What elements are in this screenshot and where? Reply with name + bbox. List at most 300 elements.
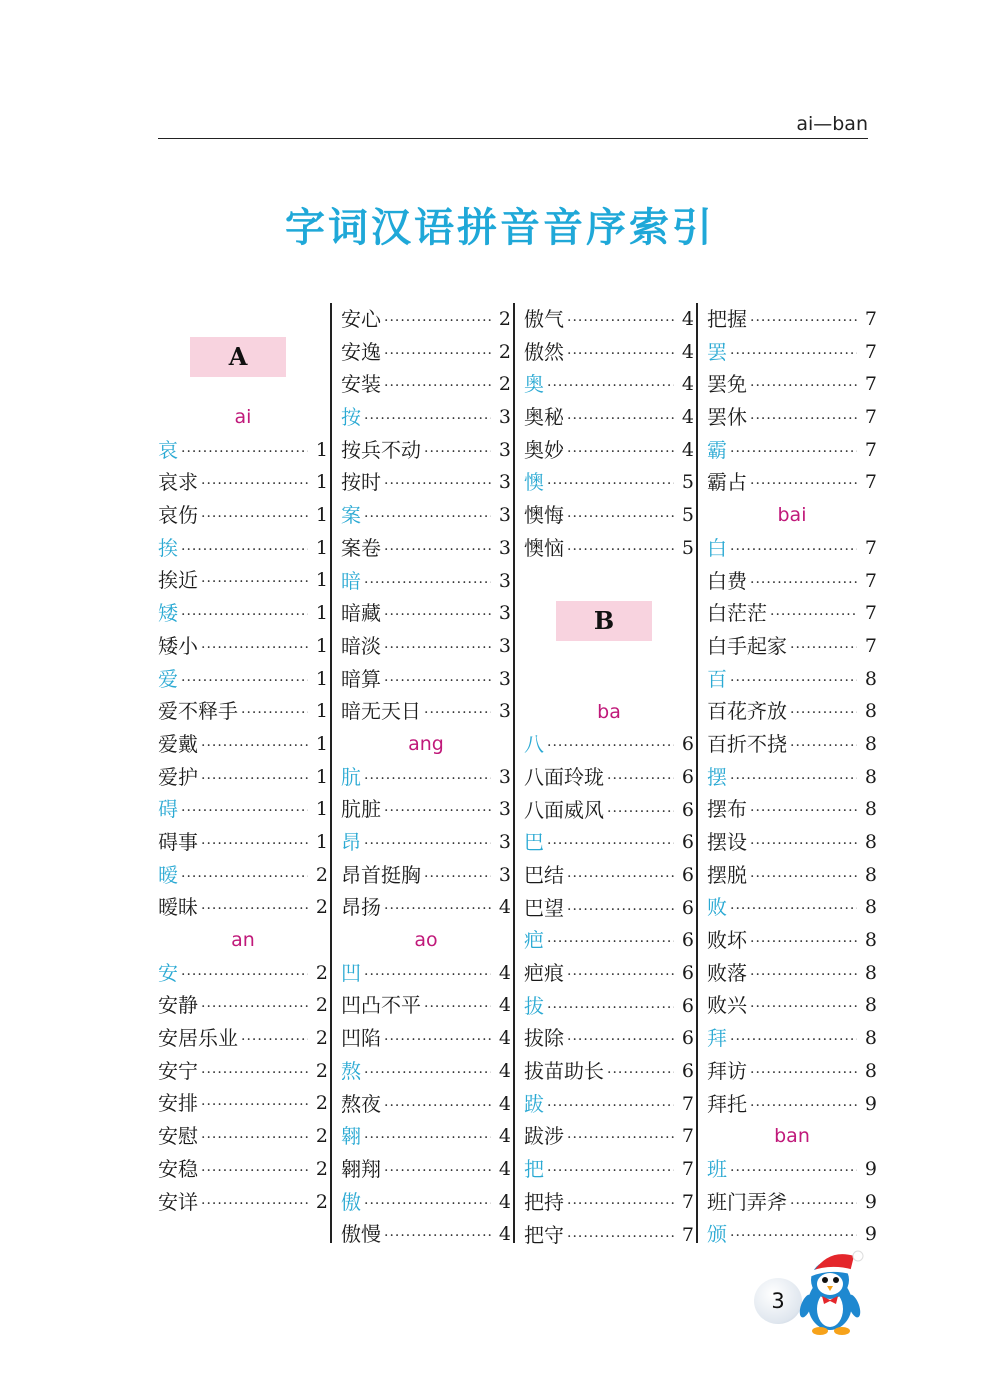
leader-dots	[730, 436, 857, 469]
word-text: 暧昧	[158, 895, 198, 920]
index-word-row	[158, 630, 328, 663]
page-ref: 7	[681, 1223, 694, 1246]
index-headword-row	[707, 434, 877, 467]
page-ref: 1	[315, 667, 328, 690]
word-text: 败坏	[707, 928, 747, 953]
word-text: 拔除	[524, 1026, 564, 1051]
leader-dots	[730, 893, 857, 926]
word-text: 巴结	[524, 862, 564, 887]
leader-dots	[750, 991, 857, 1024]
leader-dots	[730, 1155, 857, 1188]
leader-dots	[750, 959, 857, 992]
word-text: 拜访	[707, 1058, 747, 1083]
index-headword-row	[707, 532, 877, 565]
word-text: 昂扬	[341, 895, 381, 920]
leader-dots	[547, 926, 674, 959]
page-ref: 3	[498, 569, 511, 592]
index-word-row	[707, 1186, 877, 1219]
leader-dots	[384, 632, 491, 665]
page-ref: 1	[315, 471, 328, 494]
leader-dots	[750, 861, 857, 894]
page-ref: 3	[498, 634, 511, 657]
leader-dots	[384, 534, 491, 567]
index-word-row	[524, 303, 694, 336]
word-text: 傲气	[524, 307, 564, 331]
leader-dots	[567, 1024, 674, 1057]
word-text: 爱不释手	[158, 699, 238, 724]
index-headword-row	[524, 826, 694, 859]
index-word-row	[158, 466, 328, 499]
page-ref: 4	[498, 961, 511, 984]
section-letter-box: B	[556, 601, 652, 641]
page-ref: 2	[315, 1190, 328, 1213]
leader-dots	[384, 468, 491, 501]
page-ref: 2	[498, 340, 511, 363]
page-ref: 3	[498, 406, 511, 429]
leader-dots	[181, 599, 308, 632]
page-ref: 4	[498, 1092, 511, 1115]
leader-dots	[750, 1057, 857, 1090]
leader-dots	[567, 861, 674, 894]
index-word-row	[524, 892, 694, 925]
leader-dots	[547, 828, 674, 861]
leader-dots	[790, 1188, 857, 1221]
word-text: 奥秘	[524, 405, 564, 430]
index-headword-row	[341, 401, 511, 434]
word-text: 白费	[707, 568, 747, 593]
leader-dots	[181, 534, 308, 567]
leader-dots	[567, 1188, 674, 1221]
page-ref: 1	[315, 634, 328, 657]
leader-dots	[567, 305, 674, 338]
leader-dots	[567, 894, 674, 927]
page-ref: 4	[498, 896, 511, 919]
index-word-row	[341, 1153, 511, 1186]
index-word-row	[341, 466, 511, 499]
word-text: 败落	[707, 960, 747, 985]
leader-dots	[750, 795, 857, 828]
page-ref: 2	[315, 1125, 328, 1148]
index-word-row	[524, 499, 694, 532]
index-headword-row	[524, 368, 694, 401]
index-word-row	[524, 1022, 694, 1055]
pinyin-heading: ban	[774, 1125, 810, 1148]
leader-dots	[730, 763, 857, 796]
leader-dots	[181, 795, 308, 828]
index-word-row	[707, 957, 877, 990]
word-text: 霸占	[707, 470, 747, 495]
leader-dots	[790, 730, 857, 763]
index-word-row	[524, 434, 694, 467]
index-headword-row	[341, 565, 511, 598]
leader-dots	[607, 1057, 674, 1090]
leader-dots	[364, 959, 491, 992]
index-word-row	[341, 434, 511, 467]
index-word-row	[341, 630, 511, 663]
headword-text: 傲	[341, 1189, 361, 1214]
word-text: 白手起家	[707, 633, 787, 658]
headword-text: 矮	[158, 601, 178, 626]
page-ref: 8	[864, 961, 877, 984]
leader-dots	[201, 501, 308, 534]
leader-dots	[384, 893, 491, 926]
word-text: 熬夜	[341, 1091, 381, 1116]
page-ref: 1	[315, 536, 328, 559]
section-letter-a	[158, 303, 328, 401]
page-ref: 1	[315, 700, 328, 723]
word-text: 摆脱	[707, 862, 747, 887]
index-word-row	[707, 368, 877, 401]
page-ref: 5	[681, 536, 694, 559]
leader-dots	[750, 828, 857, 861]
headword-text: 罢	[707, 339, 727, 364]
leader-dots	[790, 632, 857, 665]
headword-text: 案	[341, 503, 361, 528]
word-text: 安心	[341, 307, 381, 331]
headword-text: 翱	[341, 1124, 361, 1149]
penguin-mascot-icon	[792, 1246, 870, 1336]
index-word-row	[158, 499, 328, 532]
leader-dots	[201, 1122, 308, 1155]
index-word-row	[524, 1055, 694, 1088]
index-word-row	[341, 793, 511, 826]
index-headword-row	[341, 761, 511, 794]
section-letter-b	[524, 598, 694, 696]
page-ref: 6	[681, 994, 694, 1017]
leader-dots	[201, 991, 308, 1024]
index-word-row	[707, 728, 877, 761]
leader-dots	[750, 567, 857, 600]
page-ref: 2	[315, 1027, 328, 1050]
word-text: 懊恼	[524, 535, 564, 560]
word-text: 哀伤	[158, 503, 198, 528]
index-word-row	[341, 891, 511, 924]
page-ref: 4	[498, 994, 511, 1017]
leader-dots	[364, 1188, 491, 1221]
page-ref: 8	[864, 1027, 877, 1050]
word-text: 把持	[524, 1189, 564, 1214]
word-text: 安宁	[158, 1058, 198, 1083]
headword-text: 暗	[341, 568, 361, 593]
word-text: 傲然	[524, 339, 564, 364]
leader-dots	[567, 501, 674, 534]
index-word-row	[158, 989, 328, 1022]
index-word-row	[341, 1218, 511, 1251]
leader-dots	[384, 599, 491, 632]
word-text: 暗无天日	[341, 699, 421, 724]
page-ref: 8	[864, 798, 877, 821]
page-range: ai—ban	[796, 113, 868, 135]
page-ref: 3	[498, 831, 511, 853]
index-headword-row	[707, 336, 877, 369]
leader-dots	[241, 697, 308, 730]
page-ref: 4	[498, 1027, 511, 1050]
index-word-row	[524, 761, 694, 794]
headword-text: 昂	[341, 830, 361, 854]
index-word-row	[158, 564, 328, 597]
page-ref: 7	[864, 471, 877, 494]
index-word-row	[158, 891, 328, 924]
word-text: 败兴	[707, 993, 747, 1018]
leader-dots	[181, 861, 308, 894]
index-word-row	[707, 826, 877, 859]
leader-dots	[201, 828, 308, 861]
index-headword-row	[158, 434, 328, 467]
leader-dots	[181, 436, 308, 469]
index-headword-row	[158, 793, 328, 826]
index-word-row	[341, 1022, 511, 1055]
word-text: 百折不挠	[707, 731, 787, 756]
page-ref: 9	[864, 1190, 877, 1213]
page-ref: 4	[498, 1190, 511, 1213]
section-letter-box: A	[190, 337, 286, 377]
headword-text: 八	[524, 732, 544, 757]
leader-dots	[201, 1188, 308, 1221]
headword-text: 白	[707, 535, 727, 560]
page-ref: 7	[864, 438, 877, 461]
page-ref: 6	[681, 733, 694, 756]
index-headword-row	[158, 532, 328, 565]
page-ref: 7	[864, 340, 877, 363]
index-word-row	[707, 565, 877, 598]
index-headword-row	[524, 466, 694, 499]
pinyin-heading: ao	[414, 929, 438, 952]
leader-dots	[424, 436, 491, 469]
page-ref: 6	[681, 798, 694, 821]
index-headword-row	[707, 761, 877, 794]
page-ref: 1	[315, 438, 328, 461]
leader-dots	[364, 828, 491, 861]
word-text: 翱翔	[341, 1156, 381, 1181]
leader-dots	[384, 1090, 491, 1123]
word-text: 按兵不动	[341, 437, 421, 462]
index-headword-row	[707, 891, 877, 924]
page-ref: 4	[681, 373, 694, 396]
page-ref: 2	[498, 308, 511, 330]
leader-dots	[567, 338, 674, 371]
word-text: 安逸	[341, 339, 381, 364]
word-text: 班门弄斧	[707, 1189, 787, 1214]
page-ref: 7	[681, 1158, 694, 1181]
leader-dots	[750, 305, 857, 338]
index-word-row	[707, 924, 877, 957]
index-column-1	[158, 303, 328, 1245]
leader-dots	[424, 861, 491, 894]
page-ref: 3	[498, 700, 511, 723]
leader-dots	[547, 468, 674, 501]
leader-dots	[201, 632, 308, 665]
index-word-row	[158, 761, 328, 794]
page-ref: 3	[498, 504, 511, 527]
page-ref: 3	[498, 798, 511, 821]
page-ref: 2	[315, 863, 328, 886]
leader-dots	[424, 991, 491, 1024]
index-word-row	[158, 1055, 328, 1088]
page-ref: 3	[498, 863, 511, 886]
index-headword-row	[341, 1186, 511, 1219]
index-word-row	[524, 794, 694, 827]
leader-dots	[201, 566, 308, 599]
index-headword-row	[158, 859, 328, 892]
leader-dots	[730, 534, 857, 567]
index-word-row	[524, 1219, 694, 1252]
column-divider	[696, 303, 698, 1243]
pinyin-heading: ai	[234, 406, 252, 428]
page-ref: 3	[498, 667, 511, 690]
headword-text: 挨	[158, 535, 178, 560]
page-ref: 8	[864, 1059, 877, 1082]
page-ref: 4	[681, 340, 694, 363]
word-text: 凹凸不平	[341, 993, 421, 1018]
word-text: 挨近	[158, 568, 198, 593]
index-word-row	[524, 1120, 694, 1153]
word-text: 把守	[524, 1222, 564, 1247]
page-ref: 8	[864, 929, 877, 952]
page-ref: 8	[864, 700, 877, 723]
index-headword-row	[158, 663, 328, 696]
leader-dots	[201, 730, 308, 763]
headword-text: 暧	[158, 862, 178, 887]
leader-dots	[567, 534, 674, 567]
column-divider	[513, 303, 515, 1243]
word-text: 安排	[158, 1091, 198, 1116]
word-text: 哀求	[158, 470, 198, 495]
index-column-3	[524, 303, 694, 1245]
leader-dots	[730, 338, 857, 371]
index-word-row	[158, 1087, 328, 1120]
index-word-row	[158, 826, 328, 859]
index-headword-row	[341, 826, 511, 859]
headword-text: 跋	[524, 1091, 544, 1116]
leader-dots	[567, 1122, 674, 1155]
headword-text: 凹	[341, 960, 361, 985]
word-text: 暗淡	[341, 633, 381, 658]
index-word-row	[341, 1088, 511, 1121]
word-text: 跋涉	[524, 1124, 564, 1149]
headword-text: 奥	[524, 372, 544, 397]
leader-dots	[181, 959, 308, 992]
index-word-row	[524, 1186, 694, 1219]
leader-dots	[384, 1220, 491, 1253]
index-word-row	[707, 1088, 877, 1121]
index-headword-row	[341, 499, 511, 532]
index-word-row	[524, 859, 694, 892]
leader-dots	[181, 665, 308, 698]
leader-dots	[750, 926, 857, 959]
word-text: 巴望	[524, 895, 564, 920]
headword-text: 安	[158, 960, 178, 985]
pinyin-heading: an	[231, 929, 255, 951]
word-text: 疤痕	[524, 961, 564, 985]
page-ref: 1	[315, 569, 328, 592]
page-number: 3	[771, 1289, 785, 1313]
index-word-row	[707, 1055, 877, 1088]
page-ref: 2	[498, 373, 511, 396]
page-ref: 4	[681, 406, 694, 429]
leader-dots	[201, 1089, 308, 1122]
word-text: 安居乐业	[158, 1026, 238, 1051]
word-text: 爱护	[158, 764, 198, 789]
headword-text: 疤	[524, 928, 544, 953]
page-ref: 9	[864, 1223, 877, 1246]
index-word-row	[707, 989, 877, 1022]
leader-dots	[547, 992, 674, 1025]
page-ref: 4	[498, 1059, 511, 1082]
index-headword-row	[341, 1120, 511, 1153]
word-text: 把握	[707, 307, 747, 331]
page-ref: 4	[498, 1125, 511, 1148]
leader-dots	[201, 468, 308, 501]
word-text: 拔苗助长	[524, 1059, 604, 1084]
leader-dots	[364, 1057, 491, 1090]
page-ref: 4	[498, 1223, 511, 1246]
word-text: 碍事	[158, 829, 198, 854]
leader-dots	[201, 763, 308, 796]
leader-dots	[770, 599, 857, 632]
headword-text: 巴	[524, 830, 544, 855]
word-text: 傲慢	[341, 1222, 381, 1247]
page-ref: 6	[681, 863, 694, 886]
leader-dots	[384, 665, 491, 698]
leader-dots	[201, 1155, 308, 1188]
word-text: 摆布	[707, 797, 747, 822]
page-ref: 6	[681, 929, 694, 952]
page-ref: 8	[864, 863, 877, 886]
index-word-row	[341, 532, 511, 565]
word-text: 安装	[341, 372, 381, 397]
page-ref: 1	[315, 830, 328, 853]
running-header	[158, 112, 868, 139]
index-headword-row	[524, 1088, 694, 1121]
headword-text: 百	[707, 666, 727, 691]
word-text: 罢免	[707, 372, 747, 397]
index-word-row	[707, 630, 877, 663]
leader-dots	[547, 1090, 674, 1123]
page-ref: 6	[681, 765, 694, 788]
word-text: 安静	[158, 993, 198, 1018]
leader-dots	[424, 697, 491, 730]
page-ref: 7	[681, 1125, 694, 1148]
word-text: 百花齐放	[707, 699, 787, 724]
page-ref: 5	[681, 504, 694, 527]
leader-dots	[750, 403, 857, 436]
index-word-row	[707, 793, 877, 826]
leader-dots	[384, 305, 491, 338]
word-text: 暗藏	[341, 601, 381, 626]
leader-dots	[547, 730, 674, 763]
index-word-row	[341, 597, 511, 630]
word-text: 八面玲珑	[524, 764, 604, 789]
index-word-row	[707, 695, 877, 728]
page-ref: 2	[315, 1059, 328, 1082]
index-word-row	[524, 957, 694, 990]
headword-text: 按	[341, 405, 361, 430]
index-headword-row	[707, 1153, 877, 1186]
page-ref: 1	[315, 732, 328, 755]
index-headword-row	[707, 1022, 877, 1055]
headword-text: 碍	[158, 797, 178, 822]
index-headword-row	[341, 1055, 511, 1088]
page-ref: 6	[681, 962, 694, 984]
headword-text: 败	[707, 895, 727, 920]
word-text: 凹陷	[341, 1026, 381, 1051]
page-ref: 5	[681, 471, 694, 494]
leader-dots	[730, 665, 857, 698]
page-ref: 8	[864, 994, 877, 1017]
headword-text: 肮	[341, 764, 361, 789]
leader-dots	[750, 468, 857, 501]
page-ref: 3	[498, 765, 511, 788]
